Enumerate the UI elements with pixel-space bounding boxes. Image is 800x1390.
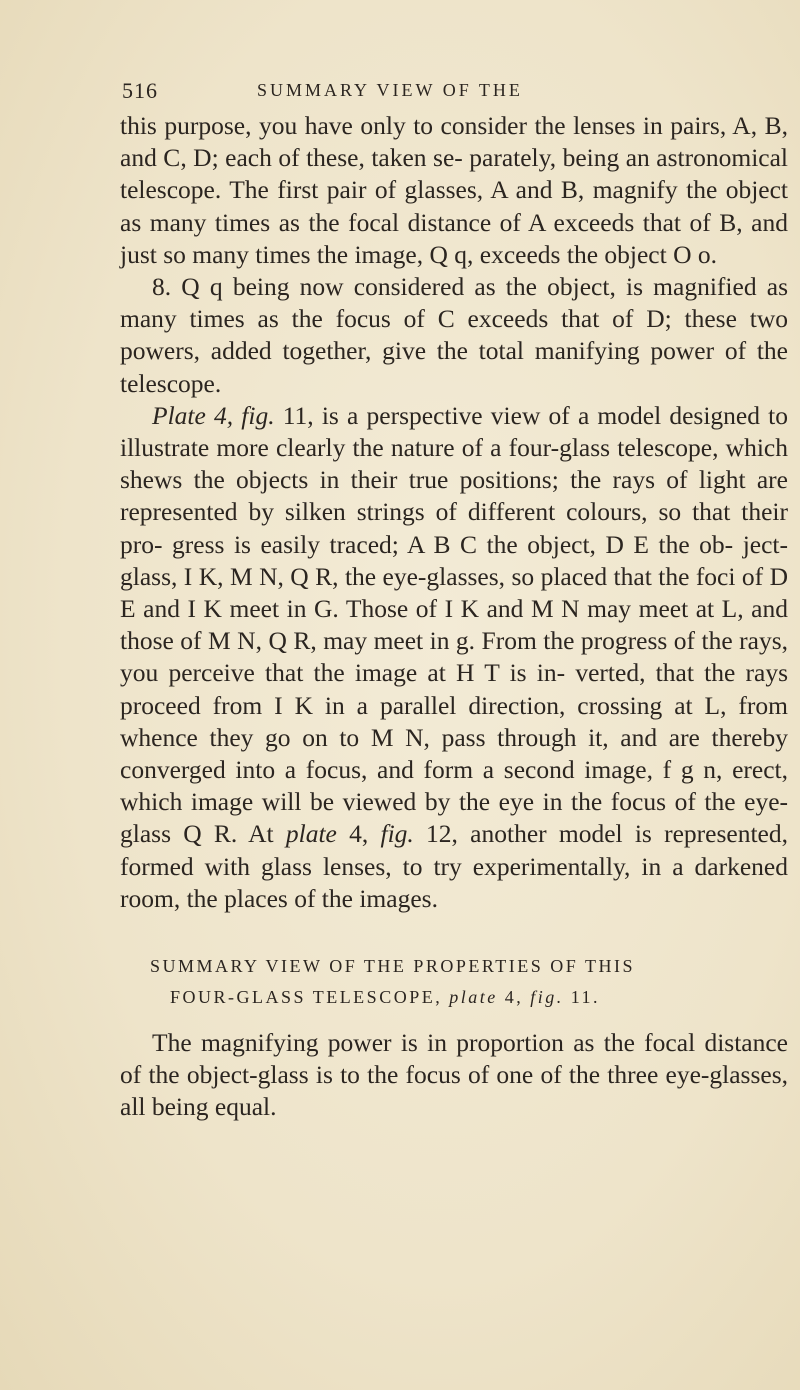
paragraph-4: The magnifying power is in proportion as the focal distance of the object-glass is to the focus of one of the three eye-glasses, all being equal. [120,1028,788,1122]
heading-mid: 4, [497,987,531,1008]
heading-plate-ref: plate [449,987,498,1008]
running-title: SUMMARY VIEW OF THE [257,80,523,100]
heading-line-2 [150,982,788,1013]
heading-line-2-text: FOUR-GLASS TELESCOPE, [170,987,450,1008]
body-text [120,110,788,1124]
heading-fig-ref: fig. [530,987,564,1008]
paragraph-3-text: 11, is a perspective view of a model designed to illustrate more clearly the nature of a four-glass telescope, which shews the objects in their true positions; the rays of light are represented by silken strings of different colours, so that their pro- gress is easily traced; A B C the object, D E the ob- ject-glass, I K, M N, Q R, the eye-glasses, so placed that the foci of D E and I K meet in G. Those of I K and M N may meet at L, and those of M N, Q R, may meet in g. From the progress of the rays, you perceive that the image at H T is in- verted, that the rays proceed from I K in a parallel direction, crossing at L, from whence they go on to M N, pass through it, and are thereby converged into a focus, and form a second image, f g n, erect, which image will be viewed by the eye in the focus of the eye-glass Q R. At [120,400,788,849]
heading-end: 11. [563,987,601,1008]
section-heading [120,951,788,1013]
plate-reference: Plate 4, fig. [152,400,275,430]
running-head [122,78,762,106]
paragraph-1: this purpose, you have only to consider the lenses in pairs, A, B, and C, D; each of these, taken se- parately, being an astronomical telescope. The first pair of glasses, A and B, magnify the object as many times as the focal distance of A exceeds that of B, and just so many times the image, Q q, exceeds the object O o. [120,111,788,269]
paragraph-3-end: 12, another model is represented, formed with glass lenses, to try experimentally, in a darkened room, the places of the images. [120,819,788,913]
page-number: 516 [122,78,158,103]
heading-line-1: SUMMARY VIEW OF THE PROPERTIES OF THIS [150,956,635,977]
paragraph-3-mid: 4, [336,819,381,849]
fig-reference-2: fig. [380,819,414,849]
paragraph-3 [120,400,788,915]
paragraph-2: 8. Q q being now considered as the object, is magnified as many times as the focus of C exceeds that of D; these two powers, added together, give the total manifying power of the telescope. [120,272,788,398]
plate-reference-2: plate [285,819,337,849]
